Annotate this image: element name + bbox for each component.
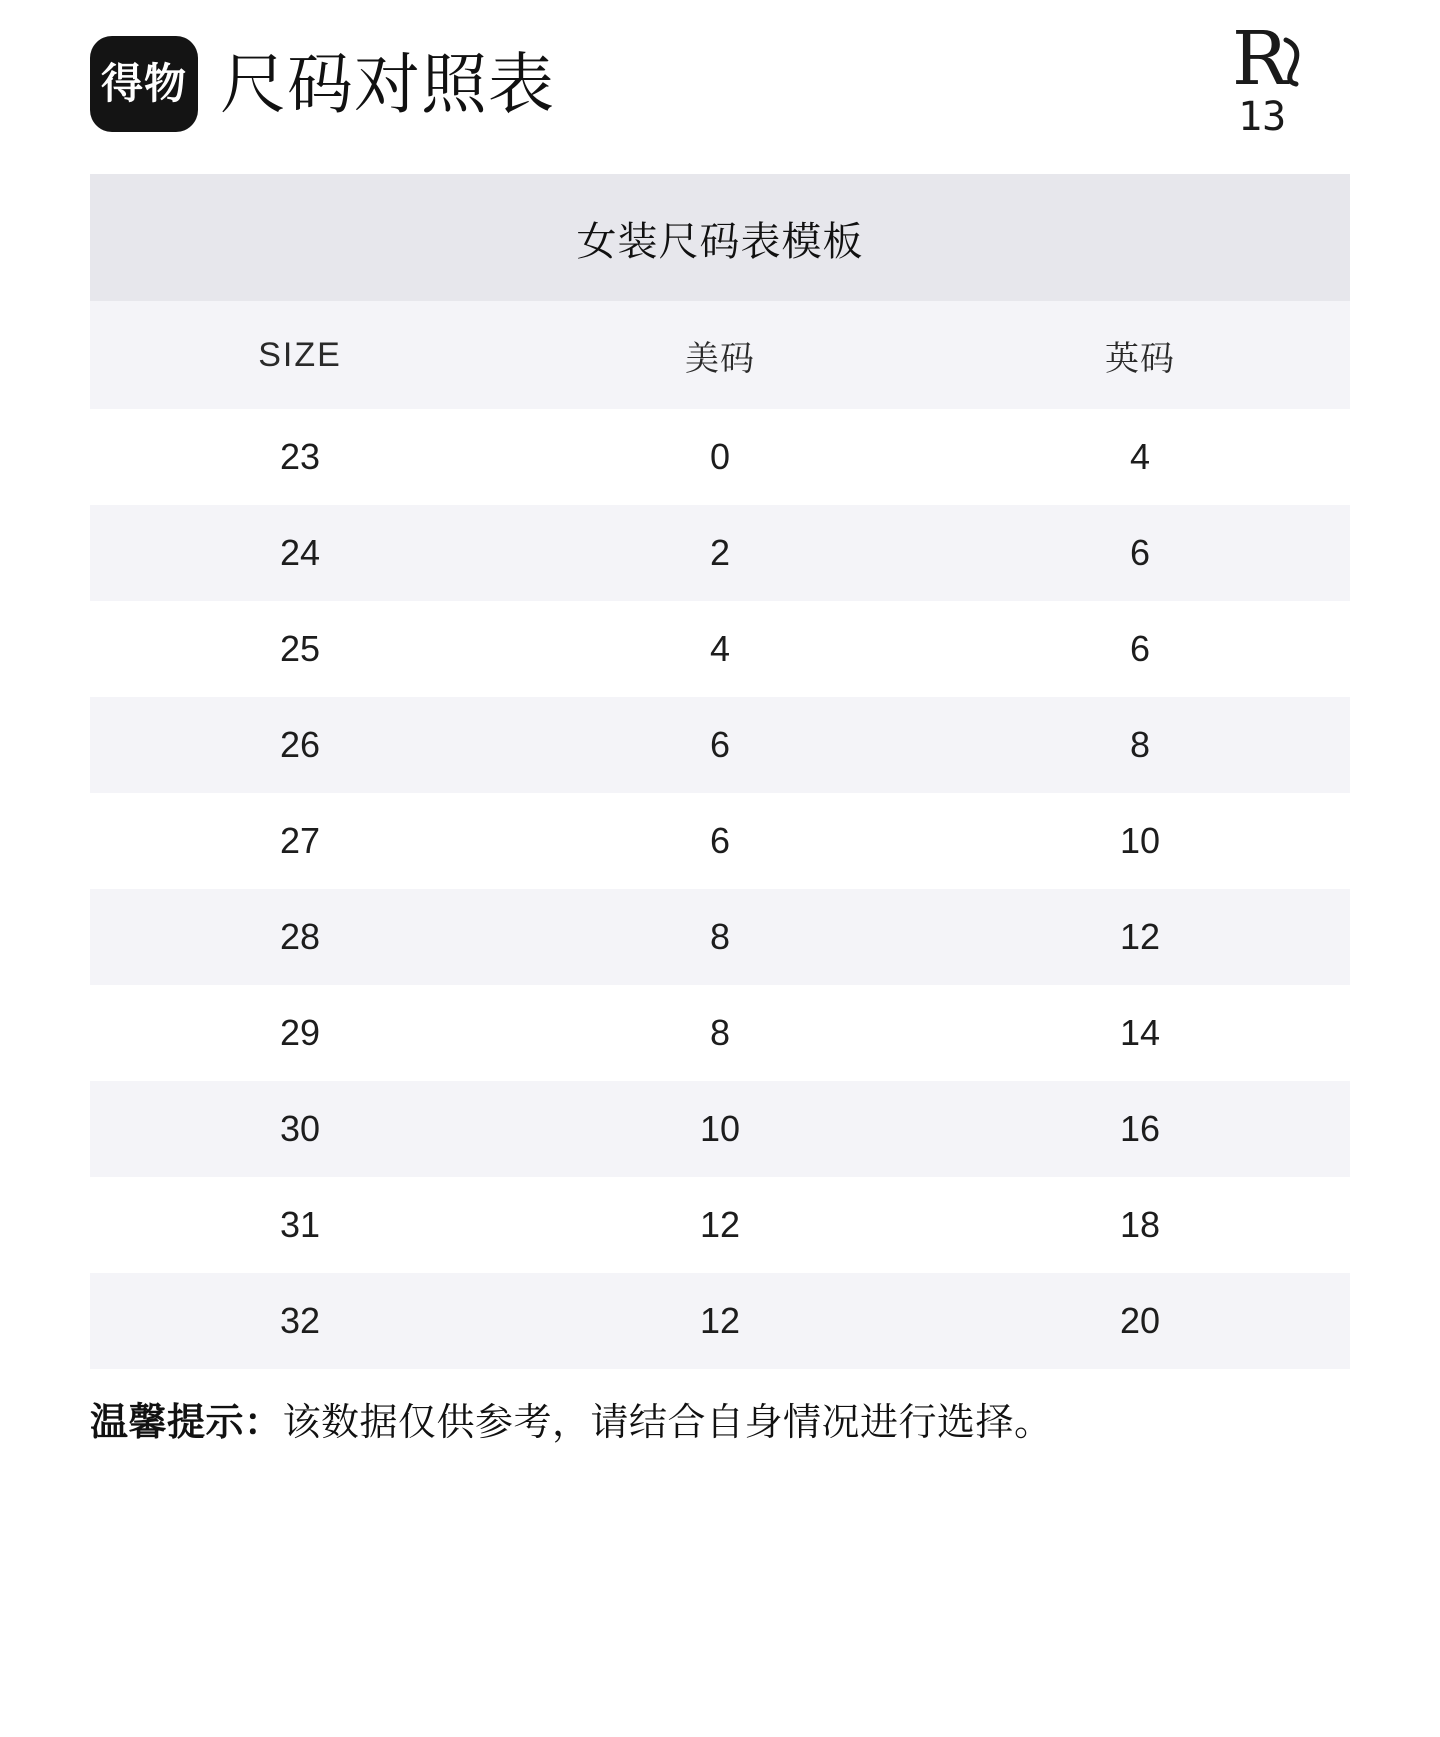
cell-us: 8	[510, 985, 930, 1081]
cell-size: 25	[90, 601, 510, 697]
cell-uk: 14	[930, 985, 1350, 1081]
table-row	[90, 793, 1350, 889]
cell-us: 6	[510, 793, 930, 889]
cell-size: 26	[90, 697, 510, 793]
table-row	[90, 409, 1350, 505]
page-header	[0, 0, 1440, 140]
table-row	[90, 1273, 1350, 1369]
cell-us: 10	[510, 1081, 930, 1177]
cell-uk: 10	[930, 793, 1350, 889]
cell-uk: 6	[930, 505, 1350, 601]
table-row	[90, 505, 1350, 601]
cell-us: 12	[510, 1177, 930, 1273]
cell-us: 6	[510, 697, 930, 793]
brand-logo-label: 得物	[100, 59, 187, 108]
cell-size: 29	[90, 985, 510, 1081]
cell-us: 8	[510, 889, 930, 985]
cell-uk: 18	[930, 1177, 1350, 1273]
table-row	[90, 1177, 1350, 1273]
cell-size: 28	[90, 889, 510, 985]
table-row	[90, 985, 1350, 1081]
cell-size: 24	[90, 505, 510, 601]
size-chart-card	[90, 174, 1350, 1369]
table-body	[90, 409, 1350, 1369]
table-header-row	[90, 301, 1350, 409]
disclaimer-note	[90, 1399, 1350, 1448]
cell-us: 12	[510, 1273, 930, 1369]
size-conversion-table	[90, 301, 1350, 1369]
svg-text:R: R	[1232, 22, 1288, 102]
table-header	[90, 301, 1350, 409]
cell-size: 32	[90, 1273, 510, 1369]
disclaimer-text: 该数据仅供参考，请结合自身情况进行选择。	[282, 1402, 1053, 1444]
page-title: 尺码对照表	[220, 47, 555, 121]
cell-uk: 4	[930, 409, 1350, 505]
table-row	[90, 697, 1350, 793]
column-header-size: SIZE	[90, 301, 510, 409]
cell-size: 23	[90, 409, 510, 505]
cell-us: 0	[510, 409, 930, 505]
cell-uk: 8	[930, 697, 1350, 793]
table-row	[90, 601, 1350, 697]
size-chart-title: 女装尺码表模板	[90, 174, 1350, 301]
cell-size: 31	[90, 1177, 510, 1273]
column-header-us: 美码	[510, 301, 930, 409]
r13-maker-logo-icon	[1224, 22, 1344, 140]
cell-uk: 12	[930, 889, 1350, 985]
cell-uk: 6	[930, 601, 1350, 697]
column-header-uk: 英码	[930, 301, 1350, 409]
svg-text:13: 13	[1238, 94, 1287, 140]
cell-uk: 20	[930, 1273, 1350, 1369]
cell-size: 30	[90, 1081, 510, 1177]
dewu-brand-logo	[90, 36, 198, 132]
cell-uk: 16	[930, 1081, 1350, 1177]
cell-us: 2	[510, 505, 930, 601]
cell-us: 4	[510, 601, 930, 697]
table-row	[90, 889, 1350, 985]
table-row	[90, 1081, 1350, 1177]
disclaimer-label: 温馨提示：	[90, 1402, 283, 1444]
cell-size: 27	[90, 793, 510, 889]
